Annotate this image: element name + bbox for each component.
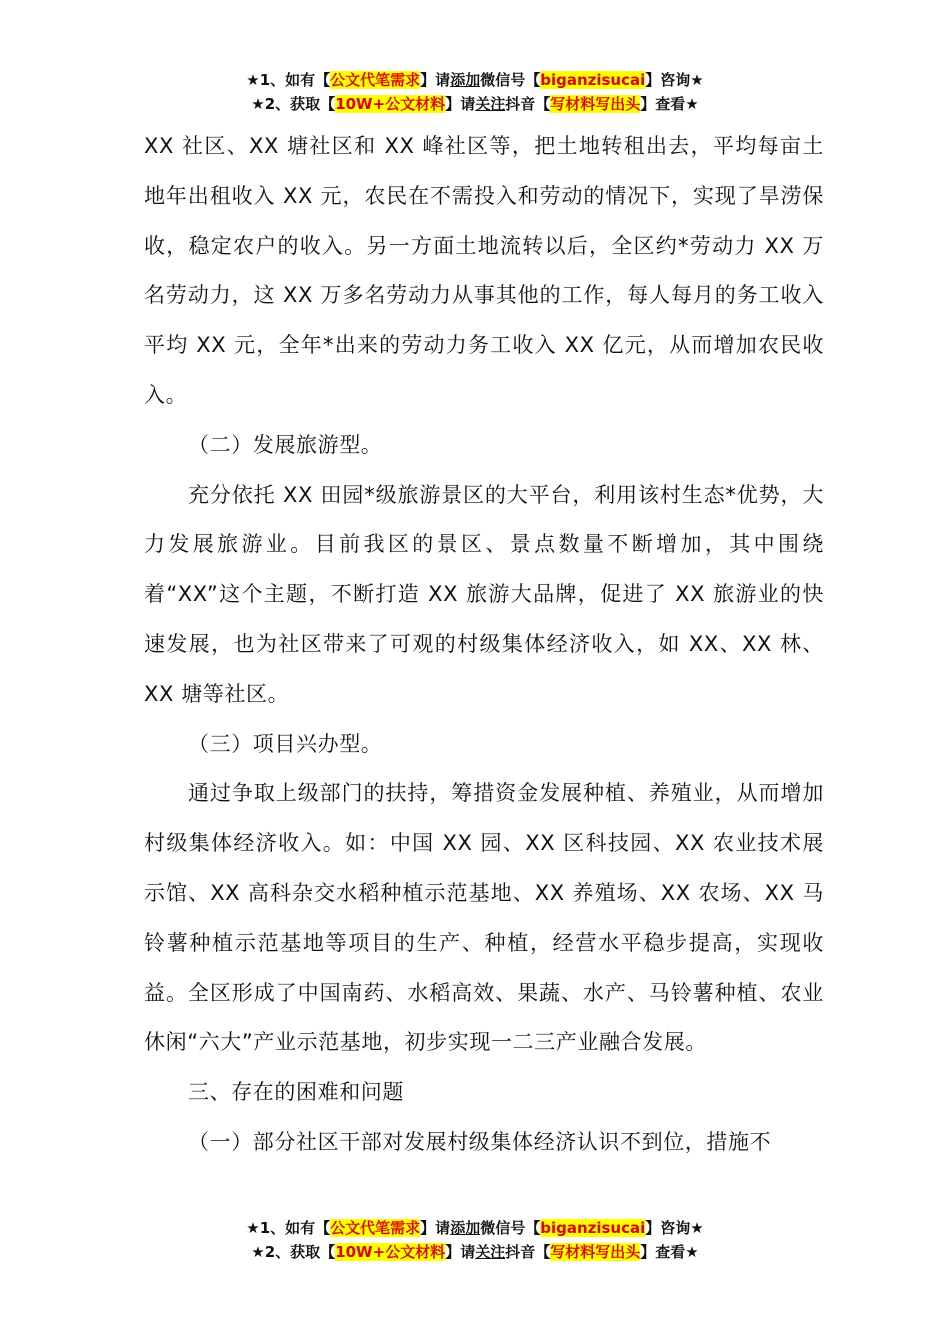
- header-banner: [0, 68, 950, 116]
- paragraph: 充分依托 XX 田园*级旅游景区的大平台，利用该村生态*优势，大力发展旅游业。目前我区的景区、景点数量不断增加，其中围绕着“XX”这个主题，不断打造 XX 旅游大品牌，促进了 XX 旅游业的快速发展，也为社区带来了可观的村级集体经济收入，如 XX、XX 林、XX 塘等社区。: [144, 482, 824, 706]
- highlight-text: 公文代笔需求: [330, 71, 421, 89]
- star-icon: ★: [251, 1243, 265, 1261]
- highlight-text: 写材料写出头: [550, 1243, 641, 1261]
- paragraph: XX 社区、XX 塘社区和 XX 峰社区等，把土地转租出去，平均每亩土地年出租收入 XX 元，农民在不需投入和劳动的情况下，实现了旱涝保收，稳定农户的收入。另一方面土地流转以后，全区约*劳动力 XX 万名劳动力，这 XX 万多名劳动力从事其他的工作，每人每月的务工收入平均 XX 元，全年*出来的劳动力务工收入 XX 亿元，从而增加农民收入。: [144, 134, 824, 407]
- footer-banner: [0, 1216, 950, 1264]
- banner-line-2: ★2、获取【10W+公文材料】请关注抖音【写材料写出头】查看★: [251, 1243, 699, 1261]
- section-heading: （三）项目兴办型。: [188, 731, 383, 756]
- banner-line-1: ★1、如有【公文代笔需求】请添加微信号【biganzisucai】咨询★: [246, 1219, 704, 1237]
- document-body: [144, 122, 824, 1168]
- star-icon: ★: [246, 1219, 260, 1237]
- paragraph: （一）部分社区干部对发展村级集体经济认识不到位，措施不: [188, 1129, 772, 1154]
- highlight-text: biganzisucai: [540, 1219, 646, 1237]
- star-icon: ★: [251, 95, 265, 113]
- highlight-text: 10W+公文材料: [335, 95, 446, 113]
- star-icon: ★: [246, 71, 260, 89]
- highlight-text: 公文代笔需求: [330, 1219, 421, 1237]
- highlight-text: 10W+公文材料: [335, 1243, 446, 1261]
- banner-line-2: ★2、获取【10W+公文材料】请关注抖音【写材料写出头】查看★: [251, 95, 699, 113]
- paragraph: 通过争取上级部门的扶持，筹措资金发展种植、养殖业，从而增加村级集体经济收入。如：中国 XX 园、XX 区科技园、XX 农业技术展示馆、XX 高科杂交水稻种植示范基地、XX 养殖场、XX 农场、XX 马铃薯种植示范基地等项目的生产、种植，经营水平稳步提高，实现收益。全区形成了中国南药、水稻高效、果蔬、水产、马铃薯种植、农业休闲“六大”产业示范基地，初步实现一二三产业融合发展。: [144, 781, 824, 1055]
- section-heading: 三、存在的困难和问题: [188, 1080, 404, 1105]
- section-heading: （二）发展旅游型。: [188, 432, 383, 457]
- highlight-text: biganzisucai: [540, 71, 646, 89]
- banner-line-1: ★1、如有【公文代笔需求】请添加微信号【biganzisucai】咨询★: [246, 71, 704, 89]
- highlight-text: 写材料写出头: [550, 95, 641, 113]
